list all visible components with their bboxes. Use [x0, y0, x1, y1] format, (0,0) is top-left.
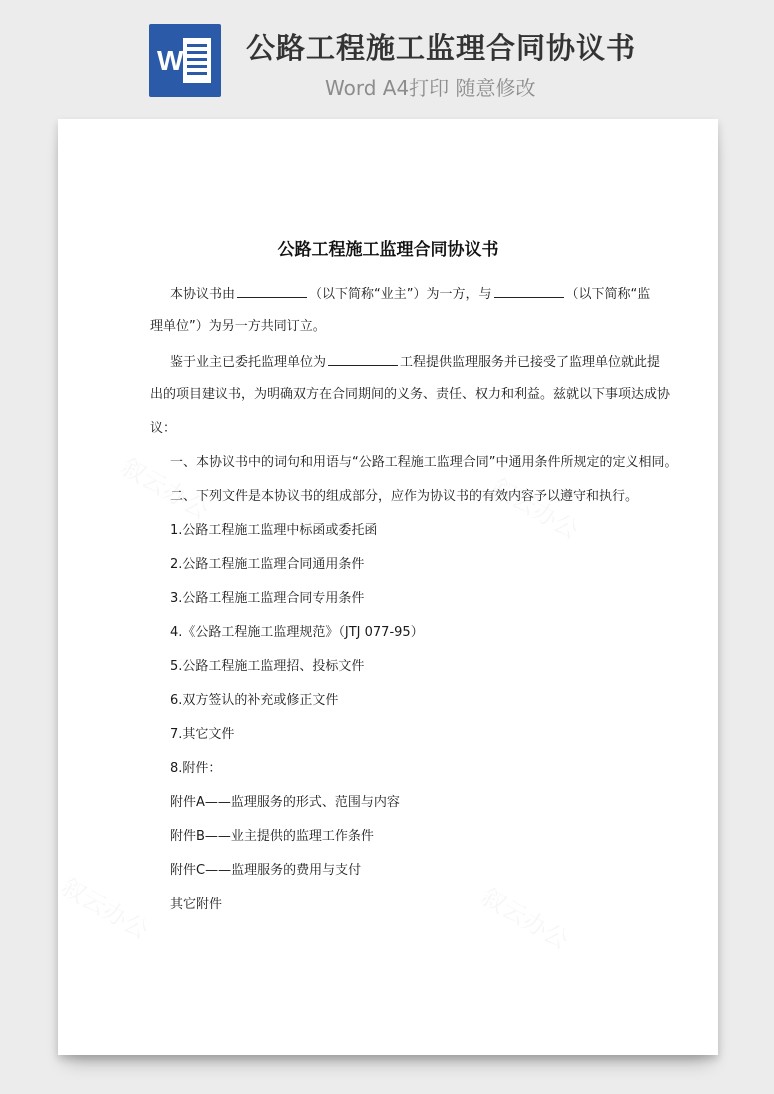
list-item: 附件C——监理服务的费用与支付: [170, 863, 362, 878]
banner-subtitle: Word A4打印 随意修改: [325, 76, 536, 100]
list-item: 附件B——业主提供的监理工作条件: [170, 829, 374, 844]
clause-1: 一、本协议书中的词句和用语与“公路工程施工监理合同”中通用条件所规定的定义相同。: [170, 455, 678, 470]
watermark: [476, 877, 577, 955]
list-item: 附件A——监理服务的形式、范围与内容: [170, 795, 400, 810]
text-span: 本协议书由: [170, 287, 236, 302]
banner-title: 公路工程施工监理合同协议书: [246, 31, 637, 65]
watermark: [486, 467, 587, 545]
banner: [0, 0, 774, 118]
watermark: [56, 867, 157, 945]
text-span: 工程提供监理服务并已接受了监理单位就此提: [400, 355, 661, 370]
list-item: 7.其它文件: [170, 727, 235, 742]
paragraph-line: [170, 284, 650, 304]
paragraph-line: 出的项目建议书，为明确双方在合同期间的义务、责任、权力和利益。兹就以下事项达成协: [150, 387, 671, 402]
list-item: 4.《公路工程施工监理规范》（JTJ 077-95）: [170, 625, 424, 640]
blank-field[interactable]: [328, 352, 398, 366]
list-item: 其它附件: [170, 897, 223, 912]
clause-2: 二、下列文件是本协议书的组成部分，应作为协议书的有效内容予以遵守和执行。: [170, 489, 639, 504]
document-title: 公路工程施工监理合同协议书: [277, 240, 499, 260]
paragraph-line: [170, 352, 660, 372]
text-span: （以下简称“监: [565, 287, 651, 302]
list-item: 8.附件：: [170, 761, 222, 776]
word-icon: [149, 24, 221, 97]
paragraph-line: 理单位”）为另一方共同订立。: [150, 319, 326, 334]
list-item: 5.公路工程施工监理招、投标文件: [170, 659, 365, 674]
list-item: 3.公路工程施工监理合同专用条件: [170, 591, 365, 606]
word-logo-letter: W: [157, 45, 184, 76]
text-span: 鉴于业主已委托监理单位为: [170, 355, 327, 370]
document-page: [58, 119, 718, 1055]
blank-field[interactable]: [494, 284, 564, 298]
blank-field[interactable]: [237, 284, 307, 298]
list-item: 2.公路工程施工监理合同通用条件: [170, 557, 365, 572]
text-span: （以下简称“业主”）为一方，与: [309, 287, 492, 302]
list-item: 6.双方签认的补充或修正文件: [170, 693, 339, 708]
paragraph-line: 议：: [150, 421, 177, 436]
list-item: 1.公路工程施工监理中标函或委托函: [170, 523, 378, 538]
